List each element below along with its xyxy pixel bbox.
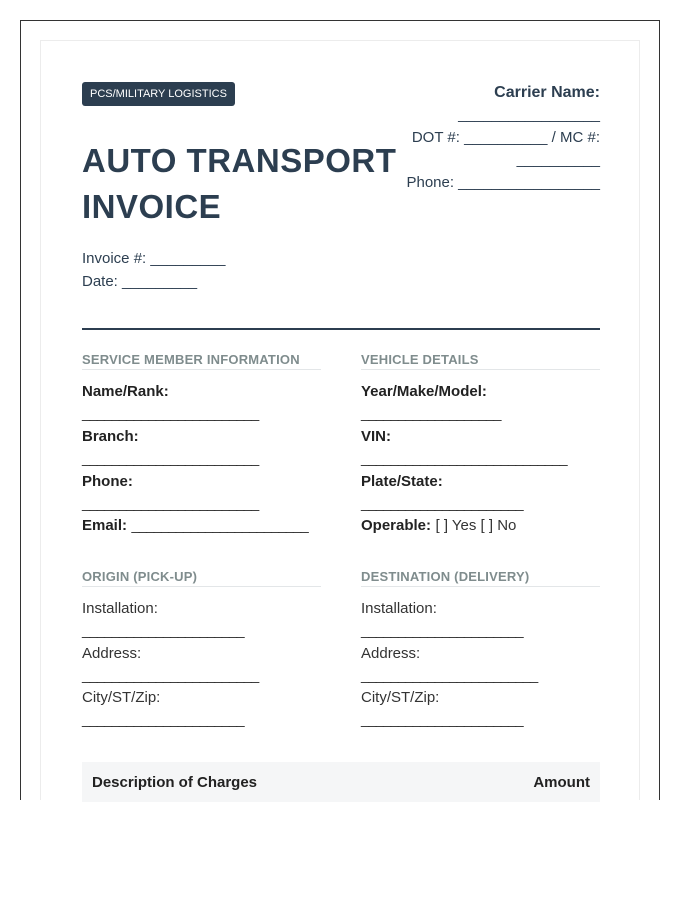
description-column-header: Description of Charges [92,774,258,791]
amount-column-header: Amount [533,774,590,791]
header-divider [82,328,600,330]
vin-label: VIN: [361,428,391,445]
year-make-model-label: Year/Make/Model: [361,383,487,400]
operable-field [361,517,516,535]
email-line: ________________________ [131,517,308,534]
operable-options: [ ] Yes [ ] No [435,517,517,534]
destination-address-line: ________________________ [361,667,538,684]
title-line-1: AUTO TRANSPORT [82,142,397,179]
dot-mc-field: DOT #: __________ / MC #: [411,129,600,146]
vin-line: ____________________________ [361,450,567,467]
email-label: Email: [82,517,128,534]
email-field [82,517,308,535]
category-badge: PCS/MILITARY LOGISTICS [82,82,235,106]
origin-city-line: ______________________ [82,711,244,728]
origin-city-label: City/ST/Zip: [82,689,161,706]
origin-heading: ORIGIN (PICK-UP) [82,569,321,587]
carrier-phone-field: Phone: _________________ [406,174,600,191]
destination-installation-label: Installation: [361,600,437,617]
origin-installation-label: Installation: [82,600,158,617]
name-rank-line: ________________________ [82,405,259,422]
destination-installation-line: ______________________ [361,622,523,639]
origin-installation-line: ______________________ [82,622,244,639]
service-member-heading: SERVICE MEMBER INFORMATION [82,352,321,370]
branch-line: ________________________ [82,450,259,467]
plate-state-label: Plate/State: [361,473,443,490]
member-phone-line: ________________________ [82,495,259,512]
destination-city-line: ______________________ [361,711,523,728]
year-make-model-line: ___________________ [361,405,501,422]
invoice-number-field: Invoice #: _________ [82,250,226,267]
operable-label: Operable: [361,517,432,534]
carrier-name-line: _________________ [458,106,600,123]
name-rank-label: Name/Rank: [82,383,169,400]
mc-number-line: __________ [516,151,600,168]
invoice-title [82,138,412,230]
destination-heading: DESTINATION (DELIVERY) [361,569,600,587]
destination-address-label: Address: [361,645,421,662]
origin-address-label: Address: [82,645,142,662]
destination-city-label: City/ST/Zip: [361,689,440,706]
date-field: Date: _________ [82,273,198,290]
origin-address-line: ________________________ [82,667,259,684]
plate-state-line: ______________________ [361,495,523,512]
branch-label: Branch: [82,428,139,445]
vehicle-details-heading: VEHICLE DETAILS [361,352,600,370]
carrier-name-label: Carrier Name: [494,84,600,101]
title-line-2: INVOICE [82,188,222,225]
charges-table-header [82,762,600,802]
member-phone-label: Phone: [82,473,133,490]
